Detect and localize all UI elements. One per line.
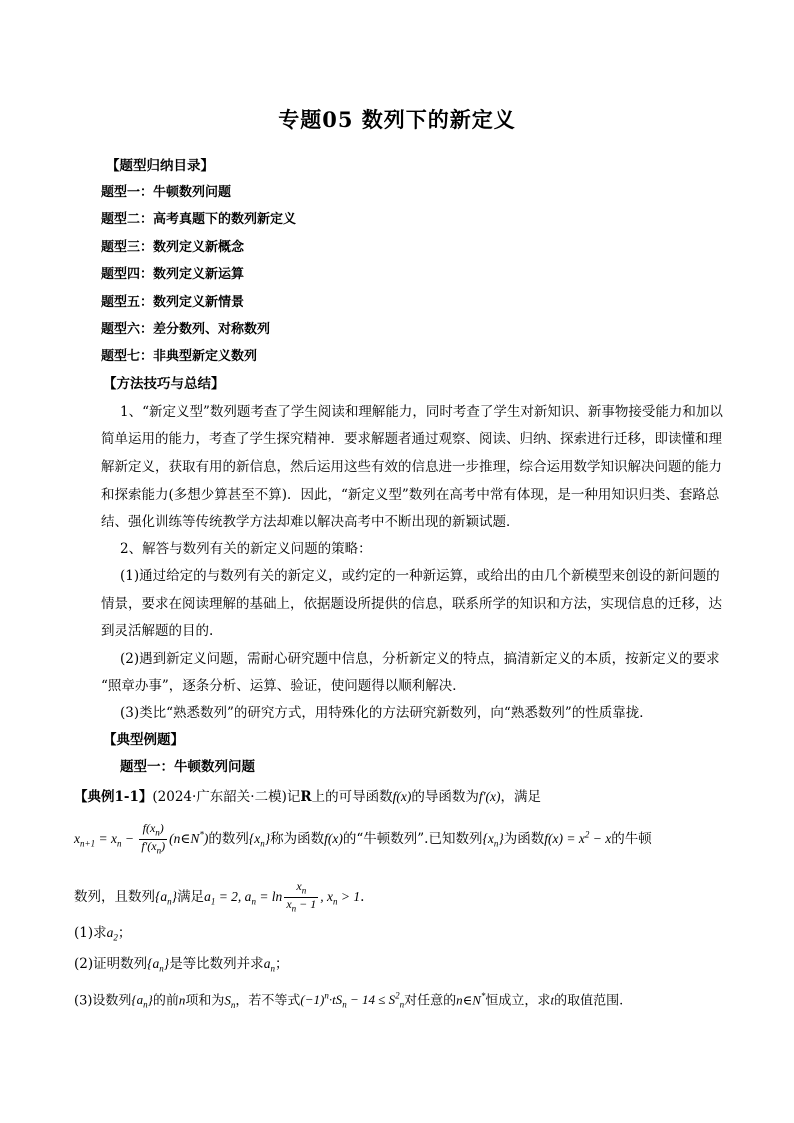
text: 称为函数 — [270, 830, 325, 847]
paren: ) — [203, 830, 209, 846]
t: f(x) = x — [544, 830, 585, 846]
sub: 2 — [113, 932, 118, 943]
t: {x — [482, 830, 494, 846]
math-var: t — [550, 992, 555, 1008]
question-2 — [74, 955, 288, 978]
math-fx: f(x) — [324, 830, 343, 846]
sub: n — [156, 845, 162, 856]
examples-heading: 【典型例题】 — [103, 732, 184, 748]
seq-x — [248, 830, 271, 849]
text: 恒成立，求 — [485, 993, 551, 1009]
paragraph-line: (1)通过给定的与数列有关的新定义，或约定的一种新运算，或给出的由几个新模型来创设的新问题的 — [120, 568, 720, 584]
paragraph-line: 2、解答与数列有关的新定义问题的策略： — [120, 541, 372, 557]
t: = 2, a — [215, 888, 252, 904]
condition: (n∈N — [169, 830, 200, 846]
page-title: 专题05 数列下的新定义 — [278, 107, 516, 132]
sup: n — [324, 991, 329, 1001]
math-R: R — [300, 789, 312, 805]
newton-formula — [74, 821, 209, 856]
text: 为函数 — [503, 830, 545, 847]
text: 记 — [286, 789, 301, 805]
math-fx: f(x) — [392, 789, 412, 804]
seq-a — [147, 956, 170, 974]
text: 的取值范围. — [554, 993, 624, 1009]
toc-item: 题型五：数列定义新情景 — [101, 295, 245, 310]
sub: n — [333, 896, 338, 907]
paragraph-line: (3)类比“熟悉数列”的研究方式，用特殊化的方法研究新数列，向“熟悉数列”的性质靠拢． — [120, 705, 653, 721]
text: . — [360, 888, 365, 905]
t: > 1 — [337, 888, 361, 904]
sup: * — [480, 991, 486, 1001]
text: ； — [117, 925, 132, 941]
text: 项和为 — [185, 993, 225, 1009]
t: } — [171, 888, 178, 904]
text: 的导函数为 — [411, 789, 479, 805]
text: 的“牛顿数列”.已知数列 — [342, 830, 483, 847]
t: } — [264, 830, 271, 846]
text: 对任意的 — [404, 993, 457, 1009]
math-var: n∈N — [456, 992, 481, 1008]
num-text: f(x — [142, 821, 156, 835]
example-line-2 — [74, 822, 652, 858]
x-var: x — [74, 830, 80, 846]
text: ，满足 — [500, 789, 542, 805]
t: − 1 — [296, 897, 317, 912]
t: , x — [320, 888, 333, 904]
sub: n — [399, 999, 405, 1010]
sub: n — [143, 999, 148, 1010]
toc-item: 题型四：数列定义新运算 — [101, 267, 245, 282]
method-heading: 【方法技巧与总结】 — [103, 376, 225, 392]
text: ； — [274, 956, 289, 972]
paragraph-line: 解新定义，获取有用的新信息，然后运用这些有效的信息进一步推理，综合运用数学知识解决问题的能力 — [101, 459, 722, 475]
sub: n — [342, 999, 347, 1010]
text: (2)证明数列 — [74, 956, 148, 972]
example-line-1 — [74, 788, 541, 806]
sub: n — [291, 903, 297, 914]
toc-item: 题型三：数列定义新概念 — [101, 240, 245, 255]
paragraph-line: 情景，要求在阅读理解的基础上，依据题设所提供的信息，联系所学的知识和方法，实现信息的迁移，达 — [101, 596, 722, 612]
f-definition — [544, 831, 611, 846]
t: (−1) — [300, 992, 325, 1008]
paragraph-line: “照章办事”，逐条分析、运算、验证，使问题得以顺利解决． — [101, 678, 466, 694]
sub: n — [230, 999, 236, 1010]
text: (3)设数列 — [74, 993, 132, 1009]
fraction — [139, 822, 167, 858]
t: {a — [131, 992, 144, 1008]
math-var: a — [106, 925, 114, 940]
sub: n — [116, 838, 122, 849]
sub: n — [260, 838, 265, 849]
question-3 — [74, 987, 623, 1014]
t: − 14 ≤ S — [346, 992, 396, 1008]
text: 数列，且数列 — [74, 888, 155, 905]
t: {a — [147, 956, 160, 971]
paragraph-line: 和探索能力(多想少算甚至不算)．因此，“新定义型”数列在高考中常有体现，是一种用知识归类、套路总 — [101, 487, 720, 503]
paren: ) — [159, 821, 164, 835]
type1-heading: 题型一：牛顿数列问题 — [120, 759, 255, 775]
toc-item: 题型一：牛顿数列问题 — [101, 185, 232, 200]
a-definition — [204, 879, 361, 914]
sub: n — [159, 963, 164, 974]
text: 是等比数列并求 — [169, 956, 264, 972]
paragraph-line: 到灵活解题的目的. — [101, 623, 214, 639]
sub: n — [301, 885, 307, 896]
sub: n — [167, 896, 172, 907]
math-var: n — [178, 992, 186, 1008]
text: 的数列 — [208, 830, 249, 847]
t: a — [204, 888, 211, 904]
t: x — [286, 897, 292, 912]
math-fpx: f′(x) — [478, 789, 501, 804]
paragraph-line: (2)遇到新定义问题，需耐心研究题中信息，分析新定义的特点，搞清新定义的本质，按新定义的要求 — [120, 651, 720, 667]
t: = ln — [255, 888, 283, 904]
sup: * — [199, 829, 204, 840]
t: ·tS — [328, 992, 343, 1008]
text: 满足 — [177, 888, 205, 905]
sup: 2 — [395, 991, 400, 1001]
sup: 2 — [584, 829, 590, 840]
sub: n — [155, 827, 160, 838]
question-1 — [74, 924, 131, 947]
fraction-numerator — [284, 880, 318, 898]
text: 的牛顿 — [611, 830, 652, 847]
paren: ) — [161, 839, 166, 854]
den-text: f′(x — [141, 839, 157, 854]
toc-heading: 【题型归纳目录】 — [106, 158, 214, 174]
example-label: 【典例1-1】 — [74, 789, 153, 805]
text: 上的可导函数 — [311, 789, 393, 805]
text: ，若不等式 — [235, 993, 301, 1009]
sub: n — [493, 838, 499, 849]
t: {x — [248, 830, 261, 846]
seq-x — [482, 830, 504, 849]
minus: − — [121, 830, 138, 846]
seq-a — [131, 992, 153, 1010]
t: x — [296, 879, 302, 893]
paragraph-line: 1、“新定义型”数列题考查了学生阅读和理解能力，同时考查了学生对新知识、新事物接受能力和加以 — [120, 404, 723, 420]
fraction-numerator — [139, 822, 167, 840]
text: (1)求 — [74, 925, 107, 941]
t: } — [163, 956, 170, 971]
t: − x — [589, 830, 612, 846]
x-var: = x — [95, 830, 117, 846]
t: } — [498, 830, 504, 846]
sub: n+1 — [80, 838, 96, 849]
text: 的前 — [152, 993, 179, 1009]
paragraph-line: 结、强化训练等传统教学方法却难以解决高考中不断出现的新颖试题． — [101, 514, 520, 530]
toc-item: 题型六：差分数列、对称数列 — [101, 322, 271, 337]
example-source: (2024·广东韶关·二模) — [152, 789, 287, 805]
inequality — [300, 991, 405, 1010]
seq-a — [155, 888, 178, 907]
fraction-denominator — [284, 898, 318, 915]
math-var: S — [224, 992, 231, 1008]
paragraph-line: 简单运用的能力，考查了学生探究精神．要求解题者通过观察、阅读、归纳、探索进行迁移，即读懂和理 — [101, 431, 722, 447]
toc-item: 题型七：非典型新定义数列 — [101, 349, 258, 364]
example-line-3 — [74, 880, 364, 916]
sub: n — [270, 963, 275, 974]
t: {a — [155, 888, 168, 904]
t: } — [147, 992, 153, 1008]
sub: n — [251, 896, 256, 907]
ln-fraction — [284, 880, 318, 916]
math-var: a — [263, 956, 271, 971]
sub: 1 — [210, 896, 216, 907]
fraction-denominator — [139, 840, 167, 857]
toc-item: 题型二：高考真题下的数列新定义 — [101, 212, 297, 227]
